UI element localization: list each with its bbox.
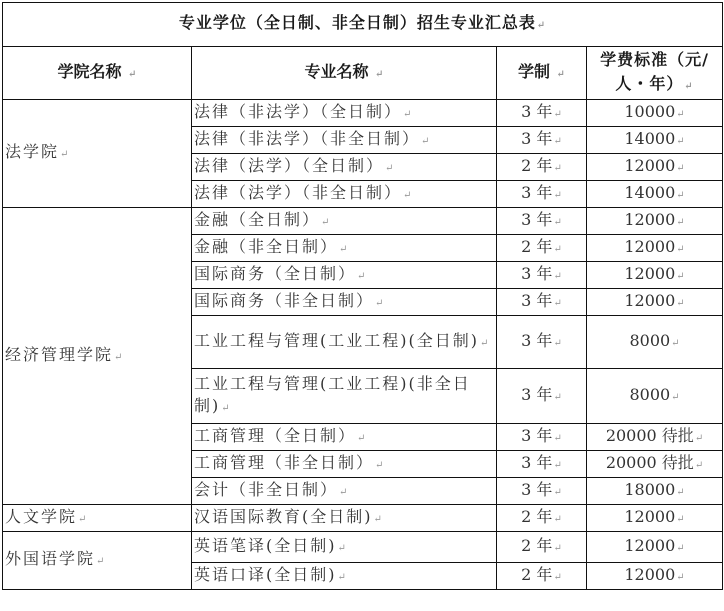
fee-cell: 20000 待批↵ bbox=[587, 451, 723, 478]
duration-cell: 3 年↵ bbox=[497, 316, 587, 369]
major-cell: 汉语国际教育(全日制)↵ bbox=[192, 505, 497, 532]
fee-cell: 12000↵ bbox=[587, 532, 723, 563]
major-cell: 会计（非全日制）↵ bbox=[192, 478, 497, 505]
paragraph-mark-icon: ↵ bbox=[536, 20, 547, 31]
duration-cell: 3 年↵ bbox=[497, 289, 587, 316]
fee-cell: 12000↵ bbox=[587, 262, 723, 289]
duration-cell: 2 年↵ bbox=[497, 532, 587, 563]
table-row bbox=[3, 100, 723, 127]
paragraph-mark-icon: ↵ bbox=[556, 68, 565, 80]
fee-cell: 12000↵ bbox=[587, 235, 723, 262]
major-cell: 法律（法学）（全日制）↵ bbox=[192, 154, 497, 181]
college-cell: 外国语学院↵ bbox=[3, 532, 192, 590]
header-major: 专业名称 ↵ bbox=[192, 47, 497, 100]
major-cell: 法律（非法学）（全日制）↵ bbox=[192, 100, 497, 127]
fee-cell: 12000↵ bbox=[587, 208, 723, 235]
duration-cell: 2 年↵ bbox=[497, 563, 587, 590]
duration-cell: 3 年↵ bbox=[497, 208, 587, 235]
fee-cell: 12000↵ bbox=[587, 505, 723, 532]
fee-cell: 18000↵ bbox=[587, 478, 723, 505]
fee-cell: 8000↵ bbox=[587, 316, 723, 369]
major-cell: 英语笔译(全日制)↵ bbox=[192, 532, 497, 563]
fee-cell: 20000 待批↵ bbox=[587, 424, 723, 451]
fee-cell: 14000↵ bbox=[587, 127, 723, 154]
fee-cell: 12000↵ bbox=[587, 154, 723, 181]
major-cell: 工商管理（非全日制）↵ bbox=[192, 451, 497, 478]
duration-cell: 3 年↵ bbox=[497, 451, 587, 478]
college-cell: 经济管理学院↵ bbox=[3, 208, 192, 505]
major-cell: 国际商务（全日制）↵ bbox=[192, 262, 497, 289]
major-cell: 工业工程与管理(工业工程)(全日制)↵ bbox=[192, 316, 497, 369]
header-fee: 学费标准（元/人・年）↵ bbox=[587, 47, 723, 100]
duration-cell: 3 年↵ bbox=[497, 100, 587, 127]
fee-cell: 12000↵ bbox=[587, 563, 723, 590]
header-duration: 学制 ↵ bbox=[497, 47, 587, 100]
fee-cell: 10000↵ bbox=[587, 100, 723, 127]
fee-cell: 12000↵ bbox=[587, 289, 723, 316]
major-cell: 金融（全日制）↵ bbox=[192, 208, 497, 235]
table-row bbox=[3, 532, 723, 563]
major-cell: 法律（非法学）（非全日制）↵ bbox=[192, 127, 497, 154]
table-row bbox=[3, 208, 723, 235]
duration-cell: 3 年↵ bbox=[497, 181, 587, 208]
table-title: 专业学位（全日制、非全日制）招生专业汇总表↵ bbox=[3, 3, 723, 47]
major-cell: 国际商务（非全日制）↵ bbox=[192, 289, 497, 316]
duration-cell: 2 年↵ bbox=[497, 154, 587, 181]
fee-cell: 8000↵ bbox=[587, 369, 723, 424]
paragraph-mark-icon: ↵ bbox=[375, 68, 384, 80]
major-cell: 工业工程与管理(工业工程)(非全日制)↵ bbox=[192, 369, 497, 424]
duration-cell: 2 年↵ bbox=[497, 235, 587, 262]
college-cell: 法学院↵ bbox=[3, 100, 192, 208]
header-college: 学院名称 ↵ bbox=[3, 47, 192, 100]
duration-cell: 3 年↵ bbox=[497, 262, 587, 289]
fee-cell: 14000↵ bbox=[587, 181, 723, 208]
paragraph-mark-icon: ↵ bbox=[684, 80, 694, 92]
duration-cell: 3 年↵ bbox=[497, 478, 587, 505]
major-cell: 法律（法学）（非全日制）↵ bbox=[192, 181, 497, 208]
duration-cell: 3 年↵ bbox=[497, 369, 587, 424]
paragraph-mark-icon: ↵ bbox=[128, 68, 137, 80]
duration-cell: 3 年↵ bbox=[497, 127, 587, 154]
enrollment-summary-table bbox=[2, 2, 723, 590]
duration-cell: 2 年↵ bbox=[497, 505, 587, 532]
major-cell: 工商管理（全日制）↵ bbox=[192, 424, 497, 451]
college-cell: 人文学院↵ bbox=[3, 505, 192, 532]
duration-cell: 3 年↵ bbox=[497, 424, 587, 451]
major-cell: 英语口译(全日制)↵ bbox=[192, 563, 497, 590]
major-cell: 金融（非全日制）↵ bbox=[192, 235, 497, 262]
table-row bbox=[3, 505, 723, 532]
header-row bbox=[3, 47, 723, 100]
